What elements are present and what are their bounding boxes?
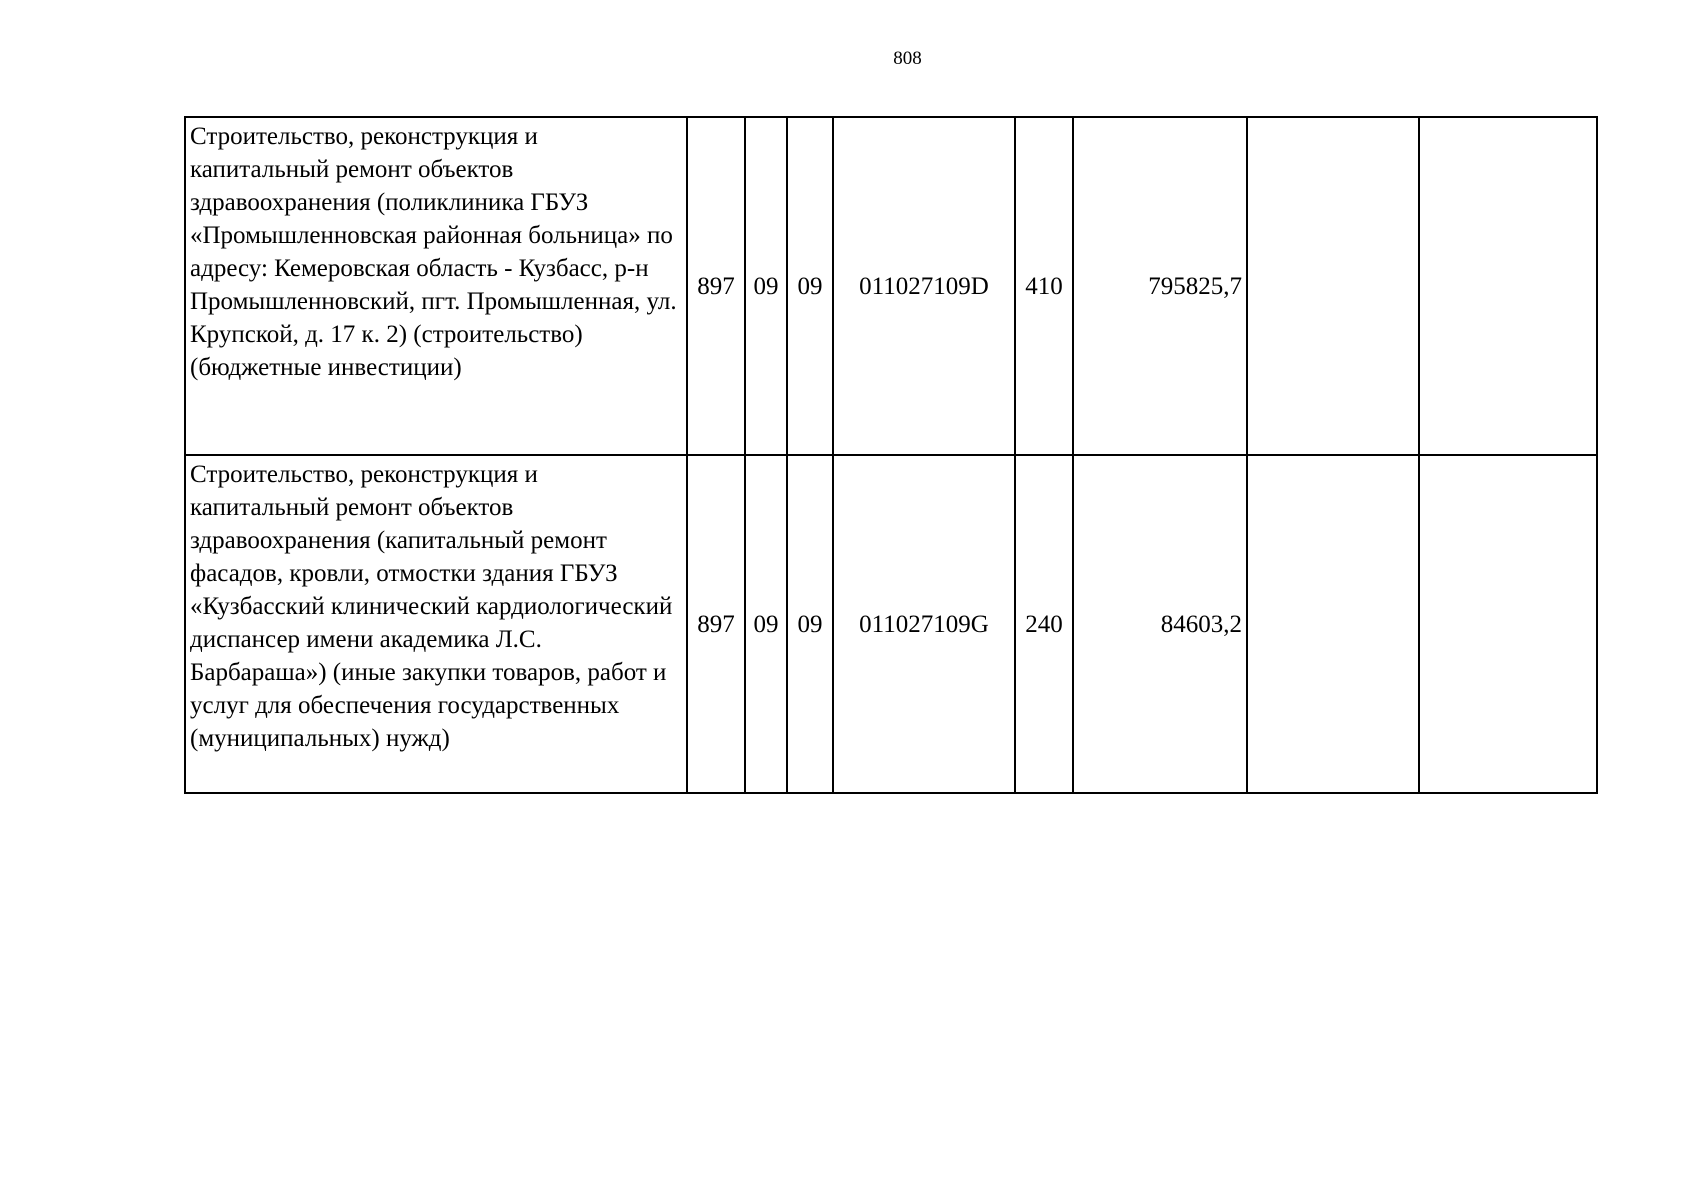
target-article-cell: 011027109D [833, 117, 1015, 455]
amount-cell: 795825,7 [1073, 117, 1247, 455]
empty-cell [1247, 117, 1419, 455]
subsection-code-cell: 09 [787, 455, 833, 793]
page-number: 808 [893, 48, 922, 69]
expense-name-cell: Строительство, реконструкция и капитальный ремонт объектов здравоохранения (капитальный ремонт фасадов, кровли, отмостки здания ГБУЗ «Кузбасский клинический кардиологический диспансер имени академика Л.С. Барбараша») (иные закупки товаров, работ и услуг для обеспечения государственных (муниципальных) нужд) [185, 455, 687, 793]
target-article-cell: 011027109G [833, 455, 1015, 793]
ministry-code-cell: 897 [687, 455, 745, 793]
empty-cell [1419, 455, 1597, 793]
expense-type-cell: 410 [1015, 117, 1073, 455]
section-code-cell: 09 [745, 455, 787, 793]
section-code-cell: 09 [745, 117, 787, 455]
subsection-code-cell: 09 [787, 117, 833, 455]
budget-table [184, 116, 1598, 794]
amount-cell: 84603,2 [1073, 455, 1247, 793]
table-row [185, 455, 1597, 793]
expense-name-cell: Строительство, реконструкция и капитальный ремонт объектов здравоохранения (поликлиника ГБУЗ «Промышленновская районная больница» по адресу: Кемеровская область - Кузбасс, р-н Промышленновский, пгт. Промышленная, ул. Крупской, д. 17 к. 2) (строительство) (бюджетные инвестиции) [185, 117, 687, 455]
empty-cell [1419, 117, 1597, 455]
empty-cell [1247, 455, 1419, 793]
expense-type-cell: 240 [1015, 455, 1073, 793]
ministry-code-cell: 897 [687, 117, 745, 455]
table-row [185, 117, 1597, 455]
